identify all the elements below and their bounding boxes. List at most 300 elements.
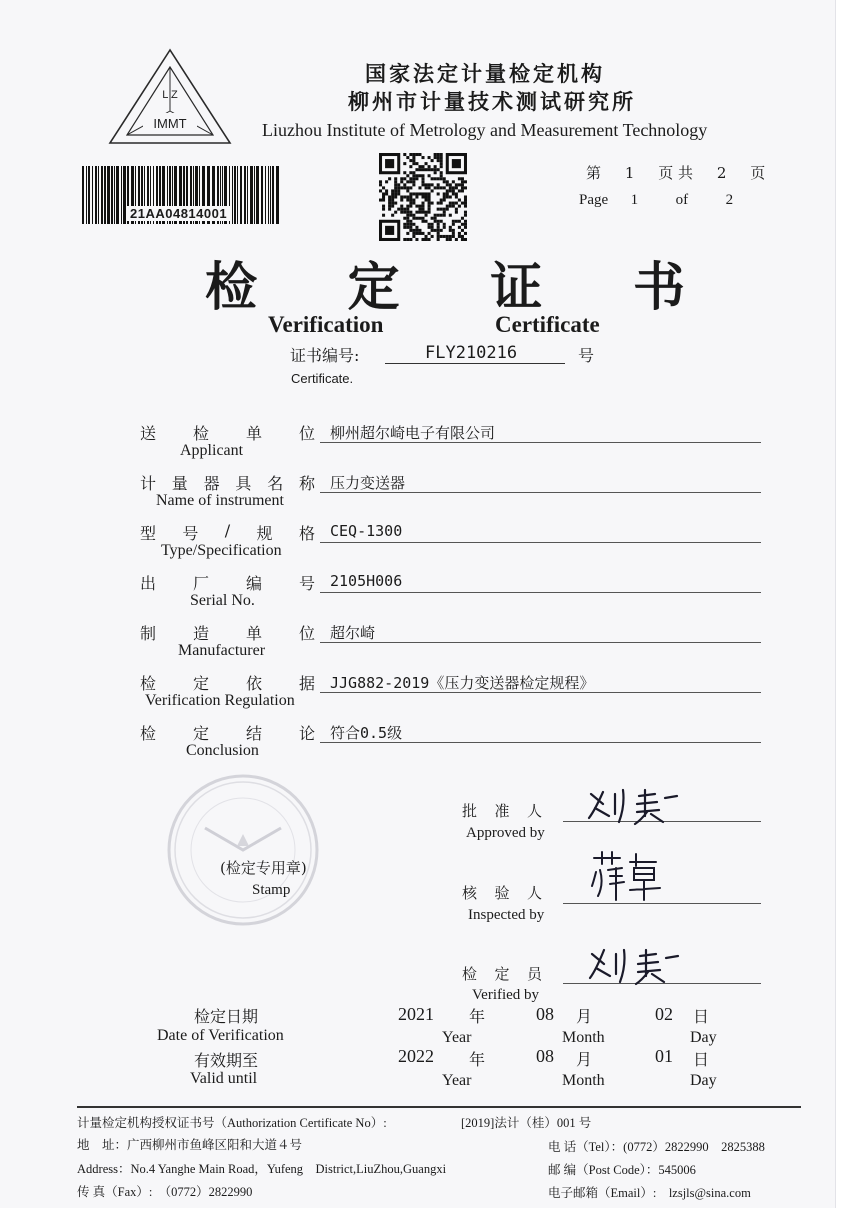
barcode-bar bbox=[98, 166, 99, 224]
qr-module bbox=[418, 165, 421, 168]
qr-module bbox=[412, 180, 415, 183]
qr-module bbox=[397, 189, 400, 192]
qr-module bbox=[464, 186, 467, 189]
qr-module bbox=[437, 229, 440, 232]
barcode-bar bbox=[104, 166, 106, 224]
footer-fax: 传 真（Fax）: （0772）2822990 bbox=[77, 1185, 253, 1199]
qr-module bbox=[434, 156, 437, 159]
qr-module bbox=[437, 208, 440, 211]
qr-module bbox=[428, 238, 431, 241]
qr-module bbox=[461, 217, 464, 220]
qr-module bbox=[412, 162, 415, 165]
month-unit-cn: 月 bbox=[576, 1009, 593, 1026]
date-year: 2022 bbox=[398, 1046, 434, 1066]
date-month: 08 bbox=[536, 1046, 554, 1066]
qr-module bbox=[434, 220, 437, 223]
qr-module bbox=[464, 211, 467, 214]
qr-module bbox=[431, 226, 434, 229]
qr-module bbox=[437, 153, 440, 156]
qr-module bbox=[421, 208, 424, 211]
qr-module bbox=[440, 202, 443, 205]
barcode-bar bbox=[272, 166, 274, 224]
qr-module bbox=[440, 156, 443, 159]
qr-module bbox=[446, 195, 449, 198]
qr-module bbox=[434, 153, 437, 156]
qr-module bbox=[412, 229, 415, 232]
qr-module bbox=[418, 205, 421, 208]
qr-module bbox=[394, 211, 397, 214]
qr-module bbox=[425, 235, 428, 238]
qr-module bbox=[406, 186, 409, 189]
field-value-conclusion: 符合0.5级 bbox=[330, 724, 403, 742]
qr-module bbox=[409, 220, 412, 223]
qr-module bbox=[382, 195, 385, 198]
day-unit-en: Day bbox=[690, 1072, 717, 1089]
field-label-cn: 型 号 / 规 格 bbox=[140, 521, 315, 543]
qr-module bbox=[461, 202, 464, 205]
qr-module bbox=[394, 177, 397, 180]
qr-module bbox=[425, 183, 428, 186]
qr-module bbox=[449, 214, 452, 217]
barcode-bar bbox=[256, 166, 259, 224]
qr-module bbox=[461, 238, 464, 241]
field-label-cn: 制 造 单 位 bbox=[140, 624, 315, 643]
barcode-number: 21AA04814001 bbox=[127, 206, 230, 221]
qr-module bbox=[437, 168, 440, 171]
day-unit-cn: 日 bbox=[693, 1052, 710, 1069]
barcode-bar bbox=[116, 166, 119, 224]
qr-module bbox=[437, 186, 440, 189]
qr-module bbox=[434, 229, 437, 232]
qr-module bbox=[412, 232, 415, 235]
footer-rule bbox=[77, 1106, 801, 1108]
qr-module bbox=[455, 202, 458, 205]
footer-address-cn: 地 址：广西柳州市鱼峰区阳和大道４号 bbox=[77, 1138, 303, 1152]
qr-module bbox=[400, 208, 403, 211]
qr-module bbox=[458, 189, 461, 192]
qr-module bbox=[397, 192, 400, 195]
qr-module bbox=[388, 205, 391, 208]
qr-module bbox=[406, 238, 409, 241]
year-unit-cn: 年 bbox=[469, 1052, 486, 1069]
qr-module bbox=[428, 223, 431, 226]
field-value-type: CEQ-1300 bbox=[330, 522, 403, 540]
qr-module bbox=[437, 156, 440, 159]
qr-module bbox=[449, 226, 452, 229]
qr-module bbox=[412, 174, 415, 177]
certificate-number: FLY210216 bbox=[385, 343, 565, 364]
barcode-bar bbox=[250, 166, 253, 224]
qr-module bbox=[464, 195, 467, 198]
sign-label-en: Verified by bbox=[472, 987, 540, 1003]
handwritten-signature-approved bbox=[585, 786, 685, 826]
qr-module bbox=[464, 226, 467, 229]
immt-logo bbox=[105, 45, 235, 145]
qr-module bbox=[455, 186, 458, 189]
footer-address-en: Address：No.4 Yanghe Main Road，Yufeng District,LiuZhou,Guangxi bbox=[77, 1162, 447, 1176]
qr-module bbox=[406, 174, 409, 177]
qr-module bbox=[406, 226, 409, 229]
qr-module bbox=[397, 186, 400, 189]
qr-module bbox=[406, 199, 409, 202]
qr-module bbox=[415, 153, 418, 156]
qr-module bbox=[391, 189, 394, 192]
qr-module bbox=[412, 223, 415, 226]
qr-module bbox=[446, 238, 449, 241]
qr-module bbox=[449, 205, 452, 208]
qr-module bbox=[421, 177, 424, 180]
qr-module bbox=[406, 214, 409, 217]
qr-module bbox=[461, 183, 464, 186]
qr-module bbox=[388, 177, 391, 180]
qr-module bbox=[431, 183, 434, 186]
qr-module bbox=[428, 183, 431, 186]
qr-module bbox=[446, 189, 449, 192]
qr-module bbox=[418, 232, 421, 235]
page-cn-num: 1 bbox=[624, 164, 635, 182]
qr-module bbox=[418, 208, 421, 211]
qr-module bbox=[421, 168, 424, 171]
qr-module bbox=[415, 226, 418, 229]
qr-module bbox=[379, 189, 382, 192]
qr-module bbox=[394, 183, 397, 186]
barcode-bar bbox=[247, 166, 248, 224]
qr-module bbox=[418, 168, 421, 171]
qr-module bbox=[446, 208, 449, 211]
qr-module bbox=[394, 202, 397, 205]
sign-label-cn: 批 准 人 bbox=[462, 802, 542, 820]
footer-auth-no: [2019]法计（桂）001 号 bbox=[461, 1116, 592, 1130]
field-value-serial: 2105H006 bbox=[330, 572, 403, 590]
qr-module bbox=[403, 162, 406, 165]
qr-module bbox=[446, 180, 449, 183]
qr-module bbox=[443, 186, 446, 189]
qr-module bbox=[431, 168, 434, 171]
title-en-verification: Verification bbox=[268, 312, 384, 337]
qr-module bbox=[434, 171, 437, 174]
footer-tel: 电 话（Tel）：(0772）2822990 2825388 bbox=[548, 1140, 765, 1154]
qr-module bbox=[409, 223, 412, 226]
qr-module bbox=[428, 226, 431, 229]
qr-module bbox=[440, 208, 443, 211]
qr-module bbox=[449, 202, 452, 205]
qr-module bbox=[425, 192, 428, 195]
year-unit-en: Year bbox=[442, 1072, 472, 1089]
barcode-bar bbox=[114, 166, 115, 224]
qr-module bbox=[418, 153, 421, 156]
title-char: 检 bbox=[205, 257, 258, 318]
qr-module bbox=[418, 174, 421, 177]
qr-module bbox=[409, 229, 412, 232]
qr-module bbox=[412, 202, 415, 205]
title-char: 定 bbox=[347, 257, 400, 318]
barcode-bar bbox=[101, 166, 103, 224]
footer-email: 电子邮箱（Email）: lzsjls@sina.com bbox=[548, 1186, 751, 1200]
qr-module bbox=[431, 229, 434, 232]
qr-module bbox=[388, 208, 391, 211]
date-day: 01 bbox=[655, 1046, 673, 1066]
qr-module bbox=[403, 217, 406, 220]
qr-module bbox=[394, 180, 397, 183]
qr-module bbox=[440, 229, 443, 232]
qr-module bbox=[461, 189, 464, 192]
qr-module bbox=[446, 235, 449, 238]
field-underline bbox=[320, 620, 761, 643]
qr-module bbox=[406, 220, 409, 223]
qr-module bbox=[403, 223, 406, 226]
qr-module bbox=[431, 202, 434, 205]
qr-module bbox=[452, 235, 455, 238]
barcode-bar bbox=[232, 166, 233, 224]
qr-module bbox=[391, 214, 394, 217]
qr-module bbox=[409, 153, 412, 156]
org-name-en: Liuzhou Institute of Metrology and Measurement Technology bbox=[262, 120, 708, 140]
qr-module bbox=[449, 195, 452, 198]
field-label-en: Conclusion bbox=[186, 742, 259, 759]
barcode-bar bbox=[244, 166, 246, 224]
qr-module bbox=[415, 232, 418, 235]
qr-module bbox=[415, 229, 418, 232]
qr-module bbox=[428, 195, 431, 198]
qr-module bbox=[379, 183, 382, 186]
qr-module bbox=[431, 189, 434, 192]
barcode-bar bbox=[111, 166, 113, 224]
qr-module bbox=[400, 195, 403, 198]
qr-module bbox=[382, 199, 385, 202]
certificate-label-en: Certificate. bbox=[291, 371, 354, 386]
qr-module bbox=[425, 162, 428, 165]
qr-module bbox=[461, 223, 464, 226]
field-label-en: Applicant bbox=[180, 442, 244, 459]
qr-module bbox=[440, 186, 443, 189]
qr-module bbox=[425, 238, 428, 241]
qr-module bbox=[440, 214, 443, 217]
qr-module bbox=[440, 199, 443, 202]
qr-module bbox=[409, 180, 412, 183]
qr-module bbox=[397, 183, 400, 186]
qr-module bbox=[440, 153, 443, 156]
qr-module bbox=[446, 192, 449, 195]
qr-module bbox=[431, 235, 434, 238]
qr-module bbox=[425, 211, 428, 214]
month-unit-en: Month bbox=[562, 1072, 605, 1089]
qr-finder-center bbox=[452, 159, 461, 168]
qr-module bbox=[388, 202, 391, 205]
qr-module bbox=[425, 220, 428, 223]
sign-label-en: Inspected by bbox=[468, 907, 545, 923]
field-label-cn: 计 量 器 具 名 称 bbox=[140, 474, 315, 493]
qr-module bbox=[400, 177, 403, 180]
qr-module bbox=[455, 238, 458, 241]
qr-module bbox=[458, 199, 461, 202]
qr-module bbox=[415, 217, 418, 220]
qr-module bbox=[400, 211, 403, 214]
qr-module bbox=[421, 205, 424, 208]
qr-module bbox=[461, 180, 464, 183]
qr-module bbox=[391, 205, 394, 208]
qr-module bbox=[449, 189, 452, 192]
qr-module bbox=[394, 192, 397, 195]
qr-module bbox=[425, 199, 428, 202]
qr-module bbox=[464, 238, 467, 241]
qr-module bbox=[437, 235, 440, 238]
qr-module bbox=[431, 177, 434, 180]
page-cn-di: 第 bbox=[586, 164, 602, 182]
qr-module bbox=[461, 177, 464, 180]
qr-module bbox=[431, 223, 434, 226]
qr-module bbox=[409, 195, 412, 198]
qr-module bbox=[403, 177, 406, 180]
month-unit-en: Month bbox=[562, 1029, 605, 1046]
qr-module bbox=[458, 183, 461, 186]
qr-module bbox=[388, 199, 391, 202]
qr-module bbox=[425, 168, 428, 171]
field-label-en: Name of instrument bbox=[156, 492, 284, 509]
qr-module bbox=[437, 177, 440, 180]
qr-module bbox=[379, 180, 382, 183]
qr-module bbox=[455, 195, 458, 198]
qr-module bbox=[406, 189, 409, 192]
field-value-regulation: JJG882-2019《压力变送器检定规程》 bbox=[330, 674, 595, 692]
qr-module bbox=[406, 180, 409, 183]
qr-module bbox=[437, 214, 440, 217]
qr-module bbox=[437, 202, 440, 205]
qr-module bbox=[403, 183, 406, 186]
qr-module bbox=[382, 214, 385, 217]
qr-module bbox=[464, 205, 467, 208]
qr-module bbox=[406, 205, 409, 208]
qr-module bbox=[394, 189, 397, 192]
barcode-bar bbox=[88, 166, 90, 224]
qr-module bbox=[449, 238, 452, 241]
barcode-bar bbox=[123, 166, 126, 224]
qr-module bbox=[443, 208, 446, 211]
qr-module bbox=[406, 195, 409, 198]
qr-module bbox=[428, 232, 431, 235]
qr-module bbox=[434, 165, 437, 168]
qr-module bbox=[385, 189, 388, 192]
qr-module bbox=[409, 238, 412, 241]
qr-module bbox=[406, 223, 409, 226]
qr-module bbox=[443, 226, 446, 229]
qr-module bbox=[406, 232, 409, 235]
certificate-number-suffix: 号 bbox=[578, 346, 595, 365]
qr-module bbox=[464, 223, 467, 226]
date-label-en: Valid until bbox=[190, 1070, 258, 1087]
qr-module bbox=[421, 220, 424, 223]
qr-module bbox=[443, 177, 446, 180]
qr-module bbox=[452, 220, 455, 223]
page-en-total: 2 bbox=[725, 192, 734, 208]
title-en-certificate: Certificate bbox=[495, 312, 600, 337]
qr-module bbox=[415, 174, 418, 177]
qr-module bbox=[446, 183, 449, 186]
qr-module bbox=[406, 156, 409, 159]
qr-module bbox=[415, 162, 418, 165]
qr-module bbox=[428, 202, 431, 205]
qr-module bbox=[449, 186, 452, 189]
qr-module bbox=[458, 205, 461, 208]
qr-module bbox=[412, 159, 415, 162]
qr-module bbox=[400, 205, 403, 208]
qr-module bbox=[464, 180, 467, 183]
qr-module bbox=[409, 177, 412, 180]
qr-module bbox=[421, 183, 424, 186]
qr-module bbox=[400, 186, 403, 189]
qr-module bbox=[412, 217, 415, 220]
qr-module bbox=[428, 192, 431, 195]
stamp-label-cn: (检定专用章) bbox=[220, 859, 307, 877]
qr-module bbox=[452, 223, 455, 226]
barcode-bar bbox=[270, 166, 271, 224]
qr-module bbox=[391, 202, 394, 205]
barcode-bar bbox=[107, 166, 110, 224]
qr-module bbox=[461, 229, 464, 232]
qr-module bbox=[421, 232, 424, 235]
qr-module bbox=[455, 211, 458, 214]
qr-module bbox=[440, 235, 443, 238]
org-name-cn-line2: 柳州市计量技术测试研究所 bbox=[348, 89, 636, 114]
date-label-en: Date of Verification bbox=[157, 1027, 284, 1044]
field-label-cn: 检 定 依 据 bbox=[140, 674, 315, 693]
qr-module bbox=[434, 168, 437, 171]
qr-module bbox=[415, 192, 418, 195]
qr-module bbox=[428, 165, 431, 168]
qr-module bbox=[440, 220, 443, 223]
date-day: 02 bbox=[655, 1004, 673, 1024]
page-info-en bbox=[579, 192, 733, 209]
qr-module bbox=[437, 226, 440, 229]
page-cn-total: 2 bbox=[716, 164, 727, 182]
qr-module bbox=[421, 217, 424, 220]
qr-module bbox=[464, 220, 467, 223]
qr-code bbox=[379, 153, 467, 241]
barcode-bar bbox=[82, 166, 84, 224]
qr-module bbox=[412, 192, 415, 195]
handwritten-signature-verified bbox=[586, 944, 686, 986]
sign-label-cn: 核 验 人 bbox=[462, 884, 542, 902]
barcode-bar bbox=[265, 166, 266, 224]
qr-module bbox=[464, 202, 467, 205]
qr-module bbox=[446, 205, 449, 208]
qr-module bbox=[418, 217, 421, 220]
month-unit-cn: 月 bbox=[576, 1052, 593, 1069]
qr-module bbox=[418, 192, 421, 195]
title-char: 书 bbox=[632, 257, 685, 318]
barcode-bar bbox=[254, 166, 255, 224]
qr-module bbox=[412, 199, 415, 202]
qr-module bbox=[440, 171, 443, 174]
qr-module bbox=[412, 171, 415, 174]
page-cn-ye-gong: 页 共 bbox=[658, 164, 694, 182]
qr-module bbox=[385, 192, 388, 195]
qr-module bbox=[437, 159, 440, 162]
paper-edge bbox=[835, 0, 850, 1208]
qr-module bbox=[434, 214, 437, 217]
qr-module bbox=[437, 183, 440, 186]
barcode-bar bbox=[95, 166, 97, 224]
field-label-en: Verification Regulation bbox=[145, 692, 295, 709]
qr-module bbox=[443, 199, 446, 202]
qr-module bbox=[428, 186, 431, 189]
qr-module bbox=[434, 186, 437, 189]
qr-module bbox=[428, 174, 431, 177]
qr-module bbox=[461, 186, 464, 189]
qr-module bbox=[452, 232, 455, 235]
year-unit-en: Year bbox=[442, 1029, 472, 1046]
qr-module bbox=[421, 211, 424, 214]
qr-module bbox=[431, 159, 434, 162]
